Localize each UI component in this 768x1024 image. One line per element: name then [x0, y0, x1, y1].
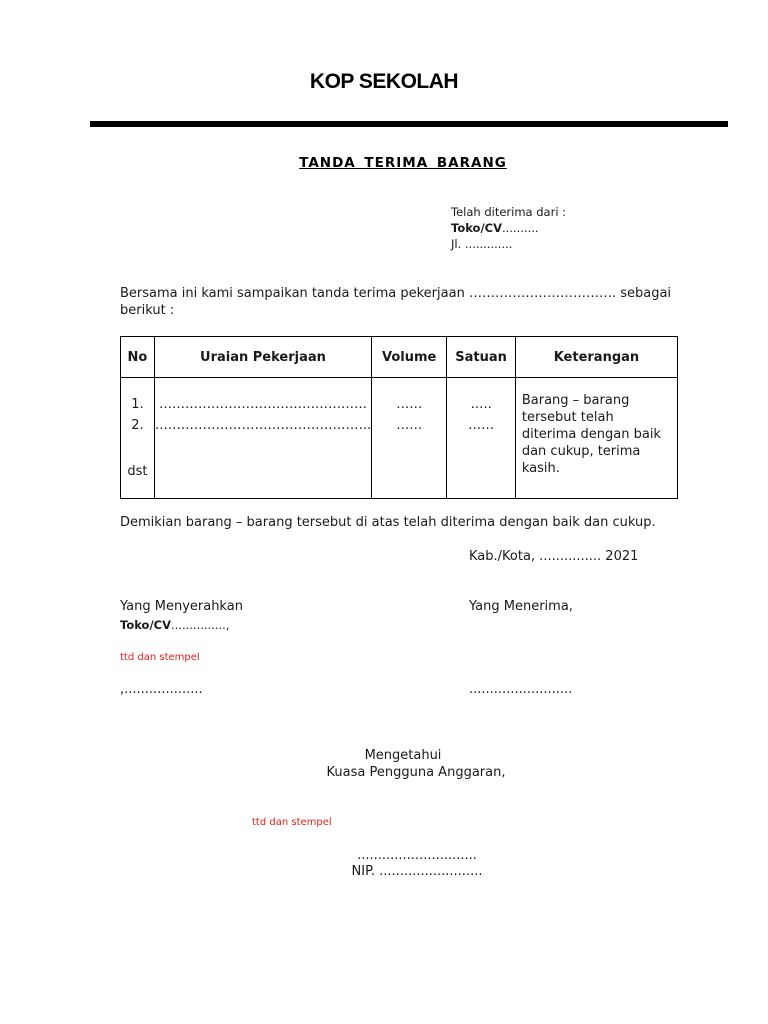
- school-letterhead: KOP SEKOLAH: [309, 70, 459, 93]
- giver-store: [120, 618, 230, 633]
- intro-text-line-2: berikut :: [120, 303, 175, 318]
- document-title: TANDA TERIMA BARANG: [299, 155, 507, 171]
- volume-cell: ……: [396, 397, 423, 412]
- giver-store-dots: ...............,: [171, 618, 230, 632]
- row-number: 2.: [131, 418, 144, 433]
- receiver-name-line: .........................: [469, 682, 573, 697]
- volume-column: [372, 378, 447, 499]
- giver-label: Yang Menyerahkan: [120, 599, 243, 614]
- header-no: No: [121, 337, 155, 378]
- uraian-cell: …………………………………………: [158, 397, 367, 412]
- giver-store-label: Toko/CV: [120, 618, 171, 632]
- items-table: [120, 336, 678, 499]
- approval-stamp-note: ttd dan stempel: [252, 817, 332, 828]
- header-uraian: Uraian Pekerjaan: [154, 337, 371, 378]
- letterhead-divider: [90, 121, 728, 127]
- received-from-label: Telah diterima dari :: [451, 205, 567, 219]
- approval-title: Kuasa Pengguna Anggaran,: [326, 765, 506, 780]
- satuan-cell: ……: [468, 418, 495, 433]
- table-header-row: [121, 337, 678, 378]
- uraian-column: [154, 378, 371, 499]
- closing-statement: Demikian barang – barang tersebut di atas telah diterima dengan baik dan cukup.: [120, 515, 656, 530]
- approval-label: Mengetahui: [364, 748, 442, 763]
- dst-label: dst: [127, 464, 148, 479]
- header-keterangan: Keterangan: [515, 337, 677, 378]
- keterangan-column: [515, 378, 677, 499]
- header-volume: Volume: [372, 337, 447, 378]
- satuan-column: [447, 378, 516, 499]
- giver-name-line: ,...................: [120, 682, 203, 697]
- table-row: [121, 378, 678, 499]
- recipient-address: Jl. .............: [451, 237, 513, 251]
- keterangan-cell: Barang – barang tersebut telah diterima dengan baik dan cukup, terima kasih.: [521, 393, 661, 476]
- approver-nip: NIP. .........................: [351, 864, 483, 879]
- no-column: [121, 378, 155, 499]
- recipient-store: [451, 221, 539, 236]
- store-dots: ..........: [502, 221, 539, 235]
- intro-text-line-1: Bersama ini kami sampaikan tanda terima pekerjaan ……………………………. sebagai: [120, 286, 672, 301]
- place-date: Kab./Kota, ............... 2021: [469, 549, 639, 564]
- row-number: 1.: [131, 397, 144, 412]
- store-label: Toko/CV: [451, 221, 502, 235]
- volume-cell: ……: [396, 418, 423, 433]
- satuan-cell: …..: [470, 397, 492, 412]
- header-satuan: Satuan: [447, 337, 516, 378]
- receiver-label: Yang Menerima,: [469, 599, 573, 614]
- uraian-cell: …………………………………………..: [154, 418, 372, 433]
- giver-stamp-note: ttd dan stempel: [120, 652, 200, 663]
- approver-name-line: .............................: [357, 848, 477, 863]
